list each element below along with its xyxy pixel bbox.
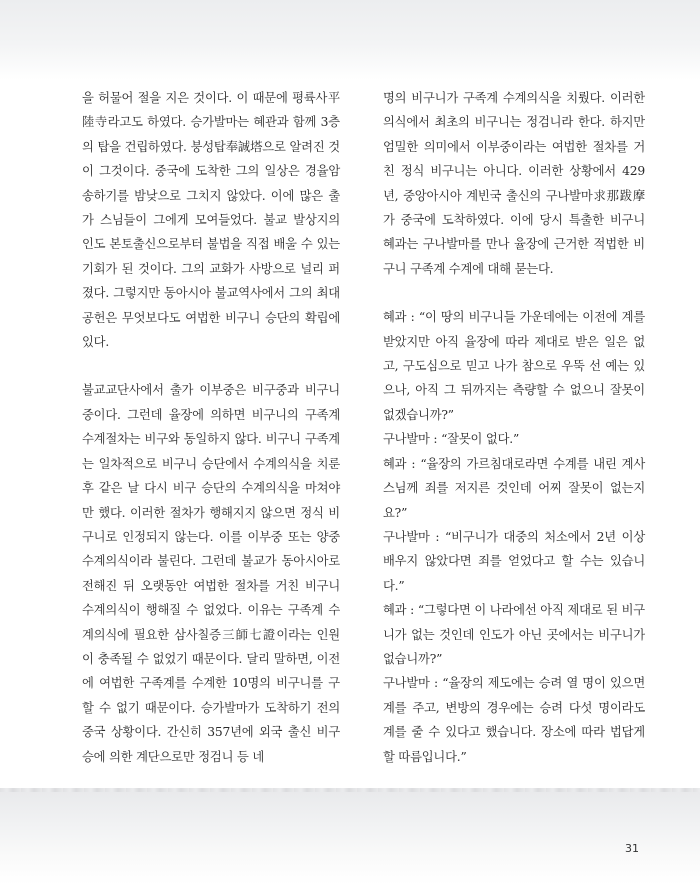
- dialogue-line-4: 구나발마 : “비구니가 대중의 처소에서 2년 이상 배우지 않았다면 죄를 얻었다고 할 수는 있습니다.”: [383, 529, 645, 593]
- paragraph-3: 명의 비구니가 구족계 수계의식을 치뤘다. 이러한 의식에서 최초의 비구니는 정검니라 한다. 하지만 엄밀한 의미에서 이부중이라는 여법한 절차를 거친 정식 비구니는 아니다. 이러한 상황에서 429년, 중앙아시아 계빈국 출신의 구나발마求那跋摩가 중국에 도착하였다. 이에 당시 특출한 비구니 혜과는 구나발마를 만나 율장에 근거한 적법한 비구니 구족계 수계에 대해 묻는다.: [383, 91, 645, 276]
- dialogue-line-1: 혜과 : “이 땅의 비구니들 가운데에는 이전에 계를 받았지만 아직 율장에 따라 제대로 받은 일은 없고, 구도심으로 믿고 나가 참으로 우뚝 선 예는 있으나, 아직 그 뒤까지는 측량할 수 없으니 잘못이 없겠습니까?”: [383, 310, 645, 422]
- dialogue-line-6: 구나발마 : “율장의 제도에는 승려 열 명이 있으면 계를 주고, 변방의 경우에는 승려 다섯 명이라도 계를 줄 수 있다고 했습니다. 장소에 따라 법답게 할 따름입니다.”: [383, 676, 645, 764]
- paper-texture-top: [0, 0, 700, 80]
- dialogue-line-2: 구나발마 : “잘못이 없다.”: [383, 432, 520, 447]
- dialogue-line-3: 혜과 : “율장의 가르침대로라면 수계를 내린 계사스님께 죄를 저지른 것인데 어찌 잘못이 없는지요?”: [383, 456, 645, 520]
- paragraph-2: 불교교단사에서 출가 이부중은 비구중과 비구니중이다. 그런데 율장에 의하면 비구니의 구족계 수계절차는 비구와 동일하지 않다. 비구니 구족계는 일차적으로 비구니 승단에서 수계의식을 치룬 후 같은 날 다시 비구 승단의 수계의식을 마쳐야만 했다. 이러한 절차가 행해지지 않으면 정식 비구니로 인정되지 않는다. 이를 이부중 또는 양중수계의식이라 불린다. 그런데 불교가 동아시아로 전해진 뒤 오랫동안 여법한 절차를 거친 비구니 수계의식이 행해질 수 없었다. 이유는 구족계 수계의식에 필요한 삼사칠증三師七證이라는 인원이 충족될 수 없었기 때문이다. 달리 말하면, 이전에 여법한 구족계를 수계한 10명의 비구니를 구할 수 없기 때문이다. 승가발마가 도착하기 전의 중국 상황이다. 간신히 357년에 외국 출신 비구승에 의한 계단으로만 정검니 등 네: [82, 383, 340, 764]
- right-text-column: [383, 86, 645, 769]
- paper-texture-bottom: [0, 792, 700, 885]
- page-number: 31: [625, 842, 639, 855]
- left-text-column: [82, 86, 340, 769]
- paragraph-1: 을 허물어 절을 지은 것이다. 이 때문에 평륙사平陸寺라고도 하였다. 승가발마는 혜관과 함께 3층의 탑을 건립하였다. 붕성탑奉誠塔으로 알려진 것이 그것이다. 중국에 도착한 그의 일상은 경율암송하기를 밤낮으로 그치지 않았다. 이에 많은 출가 스님들이 그에게 모여들었다. 불교 발상지의 인도 본토출신으로부터 불법을 직접 배울 수 있는 기회가 된 것이다. 그의 교화가 사방으로 널리 퍼졌다. 그렇지만 동아시아 불교역사에서 그의 최대 공헌은 무엇보다도 여법한 비구니 승단의 확립에 있다.: [82, 91, 340, 350]
- dialogue-line-5: 혜과 : “그렇다면 이 나라에선 아직 제대로 된 비구니가 없는 것인데 인도가 아닌 곳에서는 비구니가 없습니까?”: [383, 603, 645, 666]
